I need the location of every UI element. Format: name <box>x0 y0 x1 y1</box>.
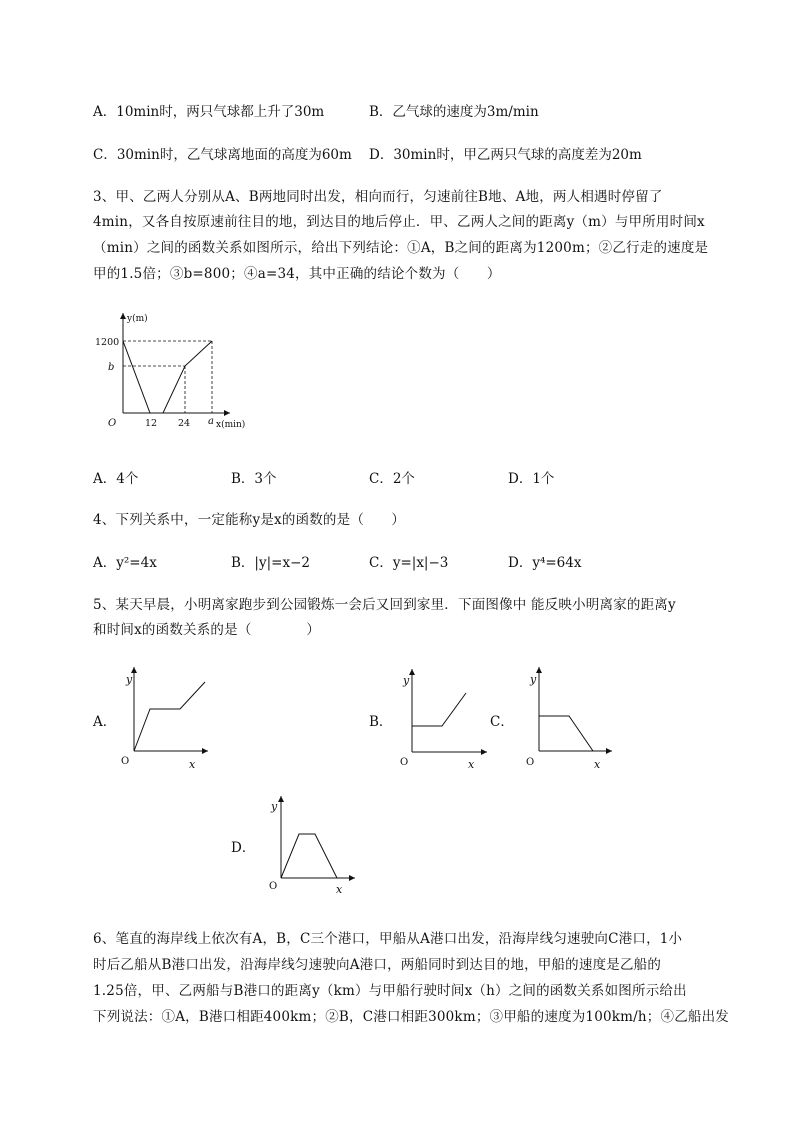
q3-stem-line-4: 甲的1.5倍；③b=800；④a=34，其中正确的结论个数为（ ） <box>93 266 501 282</box>
q5-option-c-label: C． <box>490 714 514 730</box>
q6-stem-line-3: 1.25倍，甲、乙两船与B港口的距离y（km）与甲船行驶时间x（h）之间的函数关系如图所示给出 <box>93 983 687 999</box>
q3-option-b: B．3个 <box>231 471 277 487</box>
q5-graph-a-y-label: y <box>126 673 133 686</box>
q5-graph-a-origin: O <box>121 756 130 767</box>
q2-option-d: D．30min时，甲乙两只气球的高度差为20m <box>369 147 642 163</box>
q5-graph-d-line <box>281 834 337 878</box>
q4-option-d: D．y⁴=64x <box>508 555 582 571</box>
q3-tick-24: 24 <box>178 418 191 429</box>
q4-option-b: B．|y|=x−2 <box>231 555 310 571</box>
q2-option-a: A．10min时，两只气球都上升了30m <box>93 104 325 120</box>
q4-stem: 4、下列关系中，一定能称y是x的函数的是（ ） <box>93 512 406 528</box>
q3-tick-a: a <box>208 416 214 427</box>
q5-option-a-label: A． <box>93 714 117 730</box>
q5-graph-b-origin: O <box>400 757 409 768</box>
q5-graph-a-x-label: x <box>189 758 196 771</box>
q5-option-d-label: D． <box>231 840 256 856</box>
q5-graph-c-y-label: y <box>530 673 537 686</box>
q5-stem-line-1: 5、某天早晨，小明离家跑步到公园锻炼一会后又回到家里．下面图像中 能反映小明离家的距离y <box>93 597 676 613</box>
q3-stem-line-2: 4min，又各自按原速前往目的地，到达目的地后停止．甲、乙两人之间的距离y（m）与甲所用时间x <box>93 214 705 230</box>
q3-tick-b: b <box>108 362 115 373</box>
q3-stem-line-3: （min）之间的函数关系如图所示，给出下列结论：①A，B之间的距离为1200m；②乙行走的速度是 <box>93 240 709 256</box>
q3-y-axis-label: y(m) <box>127 314 148 324</box>
q3-option-c: C．2个 <box>369 471 415 487</box>
q5-graph-b-x-label: x <box>468 758 475 771</box>
q3-x-axis-label: x(min) <box>216 420 246 430</box>
q5-graph-d-x-label: x <box>336 883 343 896</box>
q5-graph-d-y-label: y <box>271 800 278 813</box>
q4-option-c: C．y=|x|−3 <box>369 555 449 571</box>
q4-option-a: A．y²=4x <box>93 555 157 571</box>
q3-origin: O <box>108 418 117 429</box>
q5-graph-c-origin: O <box>526 757 535 768</box>
q5-graph-b-y-label: y <box>403 674 410 687</box>
q3-stem-line-1: 3、甲、乙两人分别从A、B两地同时出发，相向而行，匀速前往B地、A地，两人相遇时停留了 <box>93 189 663 205</box>
q5-graph-d-origin: O <box>269 881 278 892</box>
q3-tick-12: 12 <box>145 418 158 429</box>
q5-stem-line-2: 和时间x的函数关系的是（ ） <box>93 622 321 638</box>
q3-option-a: A．4个 <box>93 471 139 487</box>
q6-stem-line-2: 时后乙船从B港口出发，沿海岸线匀速驶向A港口，两船同时到达目的地，甲船的速度是乙船的 <box>93 957 662 973</box>
q2-option-b: B．乙气球的速度为3m/min <box>369 104 539 120</box>
q3-option-d: D．1个 <box>508 471 555 487</box>
q6-stem-line-4: 下列说法：①A，B港口相距400km；②B，C港口相距300km；③甲船的速度为100km/h；④乙船出发 <box>93 1009 730 1025</box>
q3-tick-1200: 1200 <box>95 337 120 348</box>
q2-option-c: C．30min时，乙气球离地面的高度为60m <box>93 147 352 163</box>
q6-stem-line-1: 6、笔直的海岸线上依次有A，B，C三个港口，甲船从A港口出发，沿海岸线匀速驶向C港口，1小 <box>93 931 683 947</box>
q5-graph-c-x-label: x <box>594 758 601 771</box>
q5-option-b-label: B． <box>369 714 393 730</box>
